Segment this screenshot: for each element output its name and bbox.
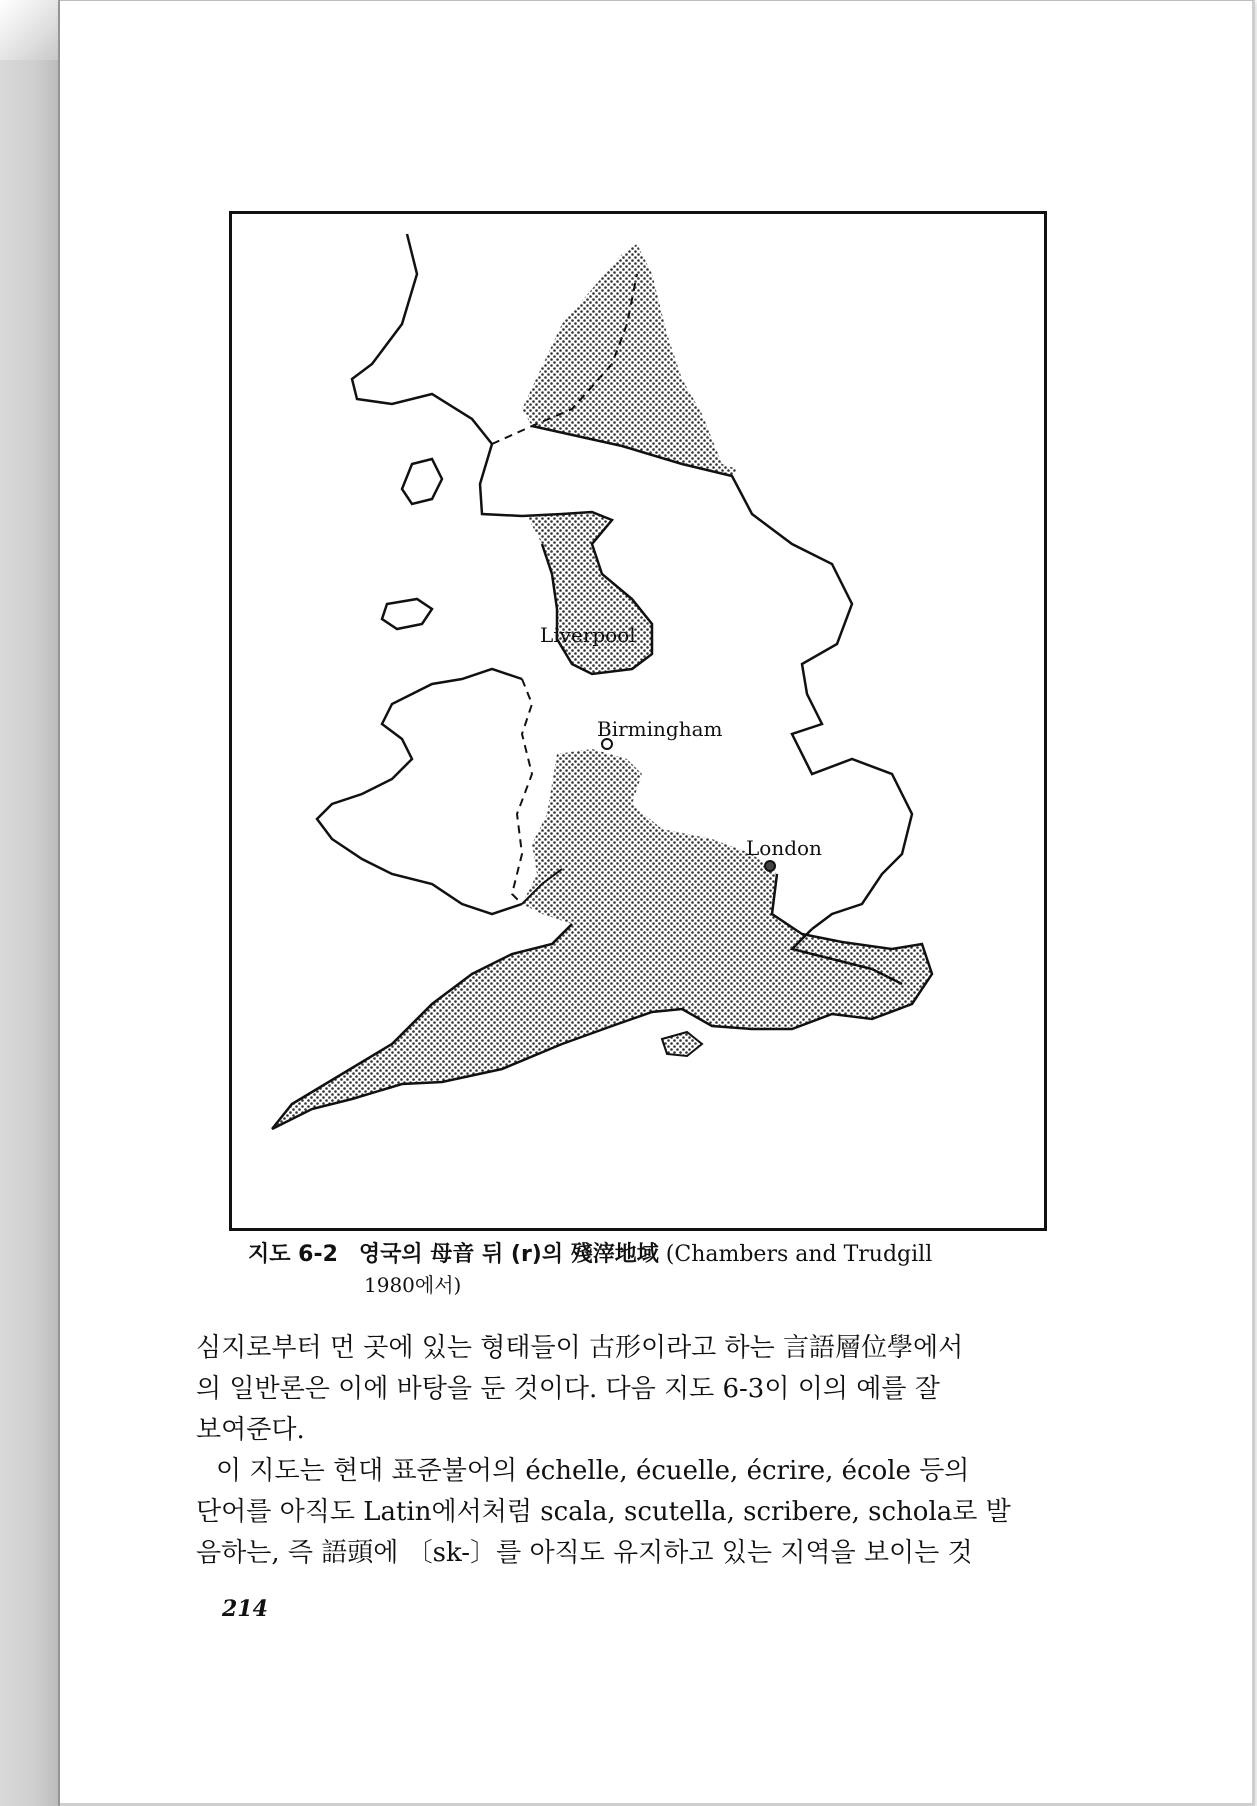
body-text bbox=[196, 1328, 1080, 1574]
paragraph-1: 심지로부터 먼 곳에 있는 형태들이 古形이라고 하는 言語層位學에서 의 일반론은 이에 바탕을 둔 것이다. 다음 지도 6-3이 이의 예를 잘 보여준다. bbox=[196, 1333, 964, 1445]
page-number: 214 bbox=[222, 1596, 268, 1622]
caption-line-2: 1980에서) bbox=[364, 1273, 462, 1297]
london-marker bbox=[765, 861, 775, 871]
label-london: London bbox=[746, 836, 822, 860]
shaded-region-lancashire bbox=[527, 512, 652, 674]
label-liverpool: Liverpool bbox=[540, 623, 636, 647]
caption-title: 영국의 母音 뒤 (r)의 殘滓地域 bbox=[358, 1242, 659, 1267]
anglesey bbox=[382, 599, 432, 629]
map-figure bbox=[229, 211, 1047, 1231]
caption-line-1 bbox=[248, 1240, 1068, 1270]
map-england-wales bbox=[232, 214, 1044, 1228]
label-birmingham: Birmingham bbox=[597, 717, 723, 741]
book-corner bbox=[0, 0, 58, 60]
coastline-north bbox=[352, 234, 522, 516]
border-wales-dashed bbox=[512, 679, 532, 904]
isle-of-man bbox=[402, 459, 442, 504]
isle-of-wight bbox=[662, 1032, 702, 1056]
paragraph-2: 이 지도는 현대 표준불어의 échelle, écuelle, écrire, école 등의 단어를 아직도 Latin에서처럼 scala, scutella, scribere, schola로 발 음하는, 즉 語頭에 〔sk-〕를 아직도 유지하고 있는 지역을 보이는 것 bbox=[196, 1456, 1011, 1568]
caption-source: (Chambers and Trudgill bbox=[665, 1242, 933, 1267]
book-spine bbox=[0, 0, 60, 1806]
shaded-region-north bbox=[522, 244, 737, 476]
caption-label: 지도 6-2 bbox=[248, 1242, 338, 1267]
coastline-wales bbox=[317, 669, 522, 914]
figure-caption bbox=[248, 1240, 1068, 1300]
